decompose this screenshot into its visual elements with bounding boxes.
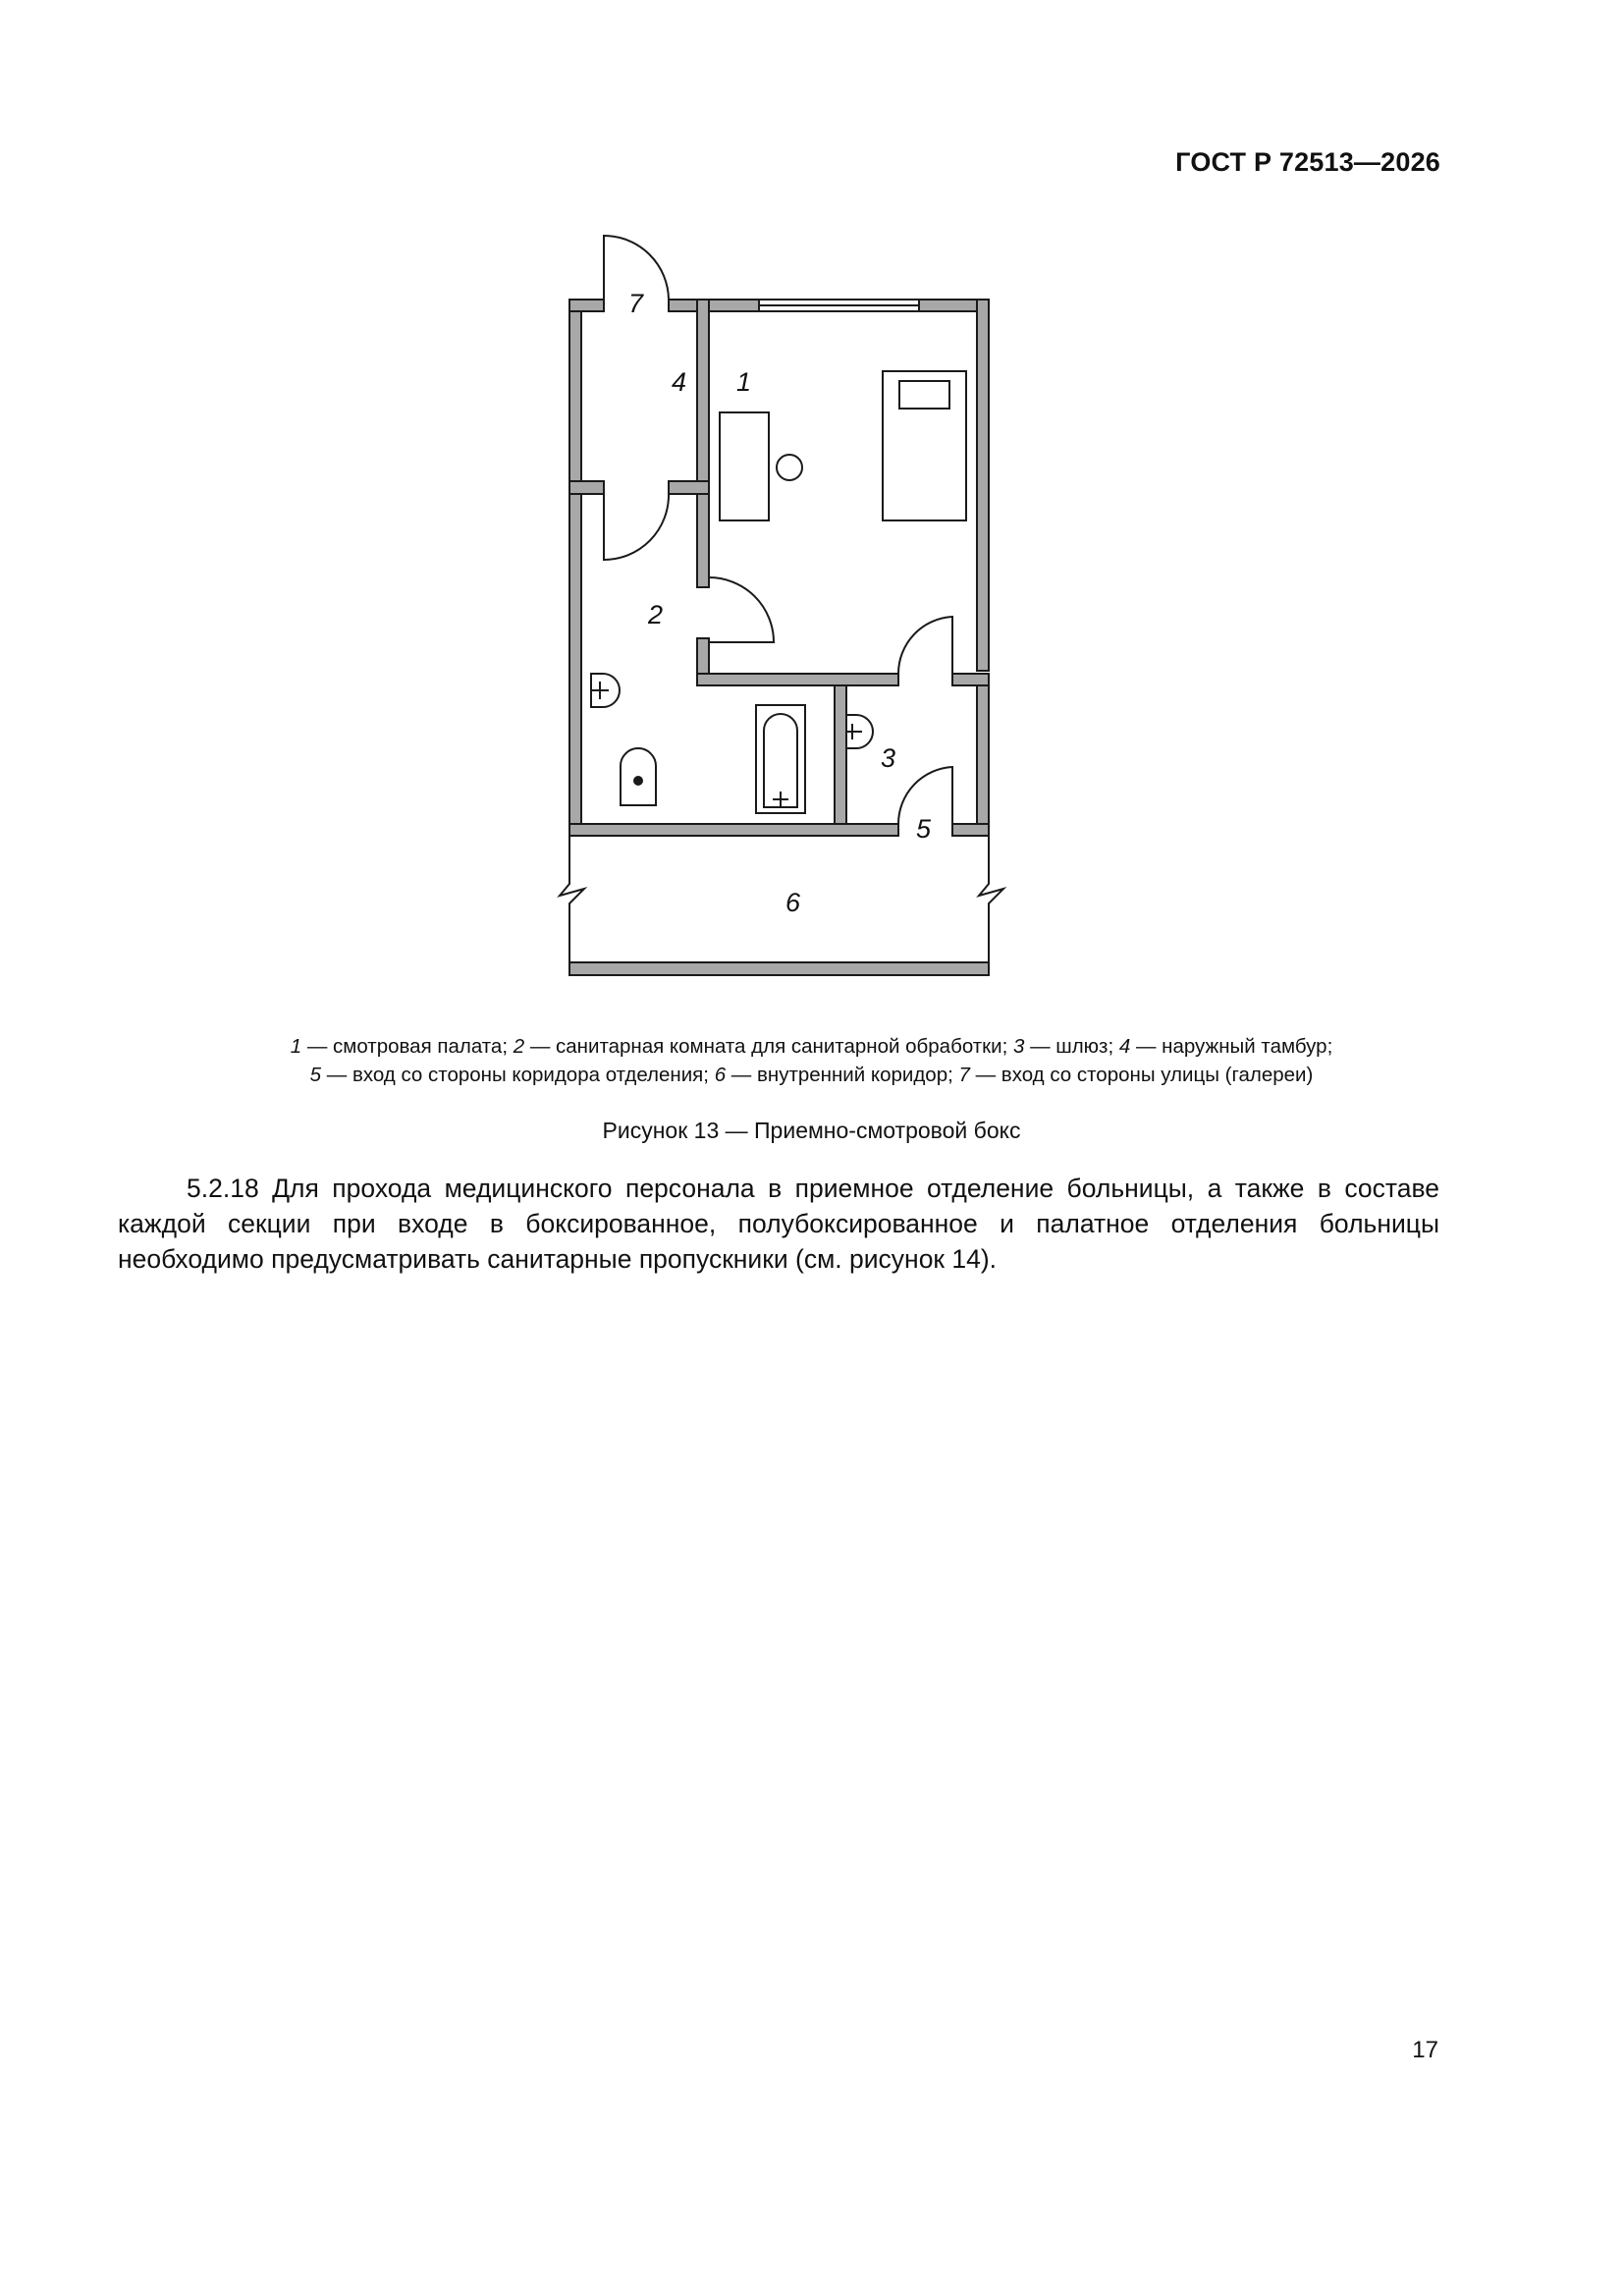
wall-bottom xyxy=(952,824,989,836)
legend-text: — вход со стороны улицы (галереи) xyxy=(969,1064,1314,1086)
window xyxy=(759,300,919,311)
wall-room1-left xyxy=(697,494,709,587)
room-label-5: 5 xyxy=(916,814,932,844)
legend-num: 6 xyxy=(714,1064,727,1086)
wall-outer-right xyxy=(977,300,989,671)
corridor-outline xyxy=(560,836,1003,962)
legend-text: — внутренний коридор; xyxy=(726,1064,959,1086)
wall-outer-right xyxy=(977,685,989,836)
wall-tambour xyxy=(697,300,709,481)
door-tambour xyxy=(604,494,669,560)
legend-num: 2 xyxy=(513,1035,525,1058)
wall-outer-left xyxy=(569,494,581,836)
figure-legend-line-1 xyxy=(0,1032,1623,1061)
room-label-4: 4 xyxy=(672,367,687,397)
wall-room1-bottom xyxy=(952,674,989,685)
door-lock-upper xyxy=(898,617,952,674)
floor-plan-figure xyxy=(0,0,1623,1002)
wall-tambour-bottom xyxy=(569,481,604,494)
figure-legend-line-2 xyxy=(0,1061,1623,1089)
legend-num: 7 xyxy=(958,1064,970,1086)
room-label-2: 2 xyxy=(648,600,664,629)
wall-top-left xyxy=(569,300,604,311)
room-label-7: 7 xyxy=(628,289,644,318)
wall-outer-left xyxy=(569,300,581,481)
wall-top-mid xyxy=(669,300,759,311)
legend-text: — вход со стороны коридора отделения; xyxy=(321,1064,715,1086)
legend-num: 1 xyxy=(290,1035,302,1058)
door-room1 xyxy=(709,577,774,642)
page-number: 17 xyxy=(1412,2037,1438,2063)
wall-lock-left xyxy=(835,685,846,836)
legend-text: — наружный тамбур; xyxy=(1130,1035,1333,1058)
pillow xyxy=(899,381,949,409)
wall-tambour-bottom xyxy=(669,481,709,494)
legend-num: 4 xyxy=(1118,1035,1131,1058)
legend-text: — шлюз; xyxy=(1024,1035,1119,1058)
room-label-3: 3 xyxy=(881,743,896,773)
wall-corridor xyxy=(569,962,989,975)
room-label-1: 1 xyxy=(736,367,752,397)
chair xyxy=(777,455,802,480)
legend-num: 5 xyxy=(309,1064,322,1086)
legend-text: — санитарная комната для санитарной обработки; xyxy=(524,1035,1013,1058)
figure-caption: Рисунок 13 — Приемно-смотровой бокс xyxy=(602,1118,1021,1143)
document-code: ГОСТ Р 72513—2026 xyxy=(1175,147,1440,177)
legend-num: 3 xyxy=(1012,1035,1025,1058)
toilet-drain xyxy=(634,777,642,785)
legend-text: — смотровая палата; xyxy=(301,1035,514,1058)
body-paragraph: 5.2.18 Для прохода медицинского персонала в приемное отделение больницы, а также в составе каждой секции при входе в боксированное, полубоксированное и палатное отделения больницы необходимо предусматривать санитарные пропускники (см. рисунок 14). xyxy=(118,1174,1439,1274)
desk xyxy=(720,412,769,520)
wall-bottom xyxy=(569,824,898,836)
wall-room1-bottom xyxy=(697,674,898,685)
room-label-6: 6 xyxy=(785,888,801,917)
